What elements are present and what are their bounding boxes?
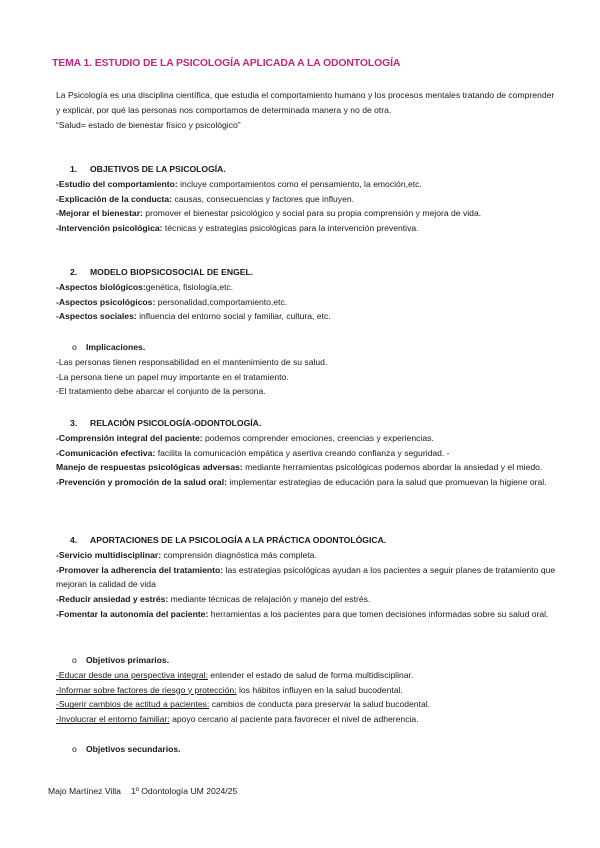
item-text: técnicas y estrategias psicológicas para la intervención preventiva. xyxy=(162,223,419,234)
bullet-circle: o xyxy=(72,744,77,754)
list-item xyxy=(56,280,556,295)
bullet-circle: o xyxy=(72,655,77,665)
list-item xyxy=(56,192,556,207)
subsection-title: Objetivos secundarios. xyxy=(86,744,181,754)
section-title: APORTACIONES DE LA PSICOLOGÍA A LA PRÁCTICA ODONTOLÓGICA. xyxy=(90,535,387,545)
list-item xyxy=(56,683,556,698)
item-term: -Comprensión integral del paciente: xyxy=(56,432,203,443)
list-item xyxy=(56,295,556,310)
item-text: cambios de conducta para preservar la salud bucodental. xyxy=(209,699,431,710)
intro-quote: “Salud= estado de bienestar físico y psicológico” xyxy=(56,119,241,130)
item-term: -Promover la adherencia del tratamiento: xyxy=(56,564,224,575)
item-term: -Comunicación efectiva: xyxy=(56,447,156,458)
item-text: personalidad,comportamiento,etc. xyxy=(155,296,288,307)
list-item xyxy=(56,607,556,622)
item-text: podemos comprender emociones, creencias y experiencias. xyxy=(202,432,434,443)
subsection-objetivos-secundarios xyxy=(56,742,556,757)
item-term: -Intervención psicológica: xyxy=(56,223,163,234)
item-text: facilita la comunicación empática y asertiva creando confianza y seguridad. - xyxy=(155,447,450,458)
list-item xyxy=(56,475,556,490)
item-text: genética, fisiología,etc. xyxy=(145,281,234,292)
list-item xyxy=(56,206,556,221)
section-modelo-biopsicosocial xyxy=(56,265,556,324)
item-text: apoyo cercano al paciente para favorecer el nivel de adherencia. xyxy=(169,714,419,725)
document-title: TEMA 1. ESTUDIO DE LA PSICOLOGÍA APLICADA A LA ODONTOLOGÍA xyxy=(52,58,401,69)
section-heading xyxy=(70,162,556,177)
item-text: las estrategias psicológicas ayudan a los pacientes a seguir planes de tratamiento que mejoran la calidad de vida xyxy=(56,564,556,590)
footer-course: 1º Odontología UM 2024/25 xyxy=(130,786,238,796)
section-heading xyxy=(70,533,556,548)
subsection-title: Objetivos primarios. xyxy=(86,655,170,665)
item-term: -Involucrar el entorno familiar: xyxy=(56,714,170,725)
list-item xyxy=(56,446,556,461)
item-term: -Prevención y promoción de la salud oral: xyxy=(56,477,227,488)
section-title: OBJETIVOS DE LA PSICOLOGÍA. xyxy=(90,164,226,174)
list-item xyxy=(56,548,556,563)
section-heading xyxy=(70,265,556,280)
intro xyxy=(56,88,556,132)
item-term: Manejo de respuestas psicológicas adversas: xyxy=(56,462,243,473)
item-text: mediante técnicas de relajación y manejo del estrés. xyxy=(168,594,371,605)
list-item xyxy=(56,460,556,475)
item-term: -Explicación de la conducta: xyxy=(56,193,173,204)
item-term: -Mejorar el bienestar: xyxy=(56,208,143,219)
list-item: -El tratamiento debe abarcar el conjunto de la persona. xyxy=(56,386,266,397)
item-term: -Aspectos sociales: xyxy=(56,311,137,322)
subsection-implicaciones xyxy=(56,340,556,399)
list-item: -Las personas tienen responsabilidad en el mantenimiento de su salud. xyxy=(56,356,328,367)
item-term: -Aspectos biológicos: xyxy=(56,281,146,292)
section-heading xyxy=(70,416,556,431)
intro-paragraph: La Psicología es una disciplina científica, que estudia el comportamiento humano y los procesos mentales tratando de comprender y explicar, por qué las personas nos comportamos de determinada manera y no de otra. xyxy=(56,90,555,115)
list-item: -La persona tiene un papel muy importante en el tratamiento. xyxy=(56,371,289,382)
subsection-title: Implicaciones. xyxy=(86,342,146,352)
item-text: comprensión diagnóstica más completa. xyxy=(161,549,317,560)
section-title: RELACIÓN PSICOLOGÍA-ODONTOLOGÍA. xyxy=(90,418,262,428)
subsection-objetivos-primarios xyxy=(56,653,556,727)
list-item xyxy=(56,177,556,192)
item-text: influencia del entorno social y familiar, cultura, etc. xyxy=(136,311,331,322)
item-term: -Reducir ansiedad y estrés: xyxy=(56,594,169,605)
item-text: implementar estrategias de educación para la salud que promuevan la higiene oral. xyxy=(226,477,547,488)
list-item xyxy=(56,563,556,593)
item-term: -Servicio multidisciplinar: xyxy=(56,549,162,560)
list-item xyxy=(56,668,556,683)
item-text: entender el estado de salud de forma multidisciplinar. xyxy=(207,669,414,680)
section-number: 4. xyxy=(70,535,78,545)
section-aportaciones xyxy=(56,533,556,622)
section-title: MODELO BIOPSICOSOCIAL DE ENGEL. xyxy=(90,267,254,277)
subsection-heading xyxy=(72,742,556,757)
item-term: -Estudio del comportamiento: xyxy=(56,178,178,189)
item-term: -Fomentar la autonomía del paciente: xyxy=(56,608,209,619)
list-item xyxy=(56,431,556,446)
item-text: incluye comportamientos como el pensamiento, la emoción,etc. xyxy=(177,178,422,189)
page-footer xyxy=(48,786,247,796)
section-objetivos xyxy=(56,162,556,236)
item-text: causas, consecuencias y factores que influyen. xyxy=(172,193,355,204)
list-item xyxy=(56,592,556,607)
subsection-heading xyxy=(72,653,556,668)
section-relacion xyxy=(56,416,556,490)
item-text: los hábitos influyen en la salud bucodental. xyxy=(236,684,403,695)
bullet-circle: o xyxy=(72,342,77,352)
list-item xyxy=(56,712,556,727)
item-text: herramientas a los pacientes para que tomen decisiones informadas sobre su salud oral. xyxy=(208,608,549,619)
list-item xyxy=(56,697,556,712)
item-term: -Aspectos psicológicos: xyxy=(56,296,156,307)
item-term: -Educar desde una perspectiva integral: xyxy=(56,669,208,680)
section-number: 2. xyxy=(70,267,78,277)
subsection-heading xyxy=(72,340,556,355)
item-text: mediante herramientas psicológicas podemos abordar la ansiedad y el miedo. xyxy=(242,462,543,473)
section-number: 3. xyxy=(70,418,78,428)
footer-author: Majo Martínez Villa xyxy=(48,786,121,796)
item-term: -Informar sobre factores de riesgo y protección: xyxy=(56,684,237,695)
item-text: promover el bienestar psicológico y social para su propia comprensión y mejora de vida. xyxy=(142,208,482,219)
item-term: -Sugerir cambios de actitud a pacientes: xyxy=(56,699,210,710)
section-number: 1. xyxy=(70,164,78,174)
list-item xyxy=(56,221,556,236)
list-item xyxy=(56,309,556,324)
